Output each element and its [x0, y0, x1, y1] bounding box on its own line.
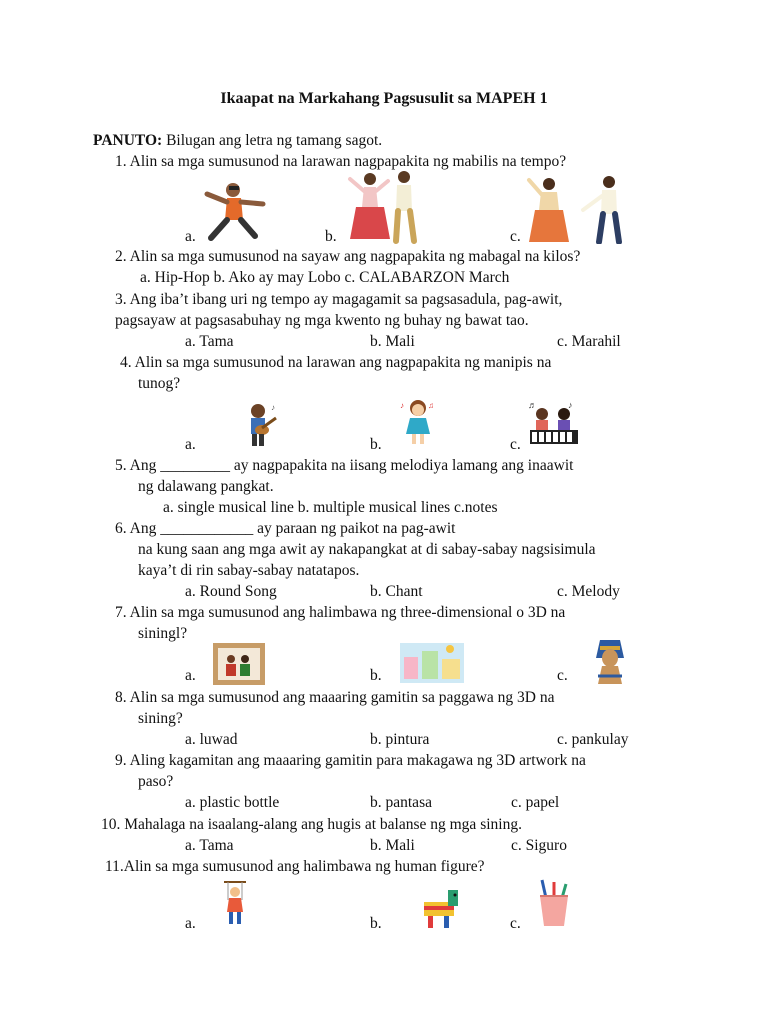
instruction-text: Bilugan ang letra ng tamang sagot. [162, 132, 383, 149]
svg-text:♫: ♫ [428, 401, 434, 410]
dancers-pair-image [340, 167, 430, 250]
question-2: 2. Alin sa mga sumusunod na sayaw ang nagpapakita ng mabagal na kilos? [115, 248, 581, 265]
question-4-line2: tunog? [138, 375, 181, 392]
q3-option-b[interactable]: b. Mali [370, 333, 415, 350]
dancer-fast-image [197, 172, 269, 249]
question-8-line1: 8. Alin sa mga sumusunod ang maaaring gamitin sa paggawa ng 3D na [115, 689, 555, 706]
puppet-image [220, 880, 250, 933]
drawing-image [400, 643, 464, 688]
q6-option-b[interactable]: b. Chant [370, 583, 423, 600]
question-4-line1: 4. Alin sa mga sumusunod na larawan ang nagpapakita ng manipis na [120, 354, 552, 371]
q11-option-a[interactable]: a. [185, 915, 196, 932]
question-5-line2: ng dalawang pangkat. [138, 478, 274, 495]
girl-singing-image [400, 398, 436, 451]
svg-text:♪: ♪ [400, 401, 404, 410]
page-title: Ikaapat na Markahang Pagsusulit sa MAPEH 1 [220, 90, 548, 107]
q5-options[interactable]: a. single musical line b. multiple musical lines c.notes [163, 499, 498, 516]
q11-option-c[interactable]: c. [510, 915, 521, 932]
q7-option-c[interactable]: c. [557, 667, 568, 684]
q10-option-a[interactable]: a. Tama [185, 837, 234, 854]
question-10: 10. Mahalaga na isaalang-alang ang hugis at balanse ng mga sining. [101, 816, 522, 833]
question-1: 1. Alin sa mga sumusunod na larawan nagpapakita ng mabilis na tempo? [115, 153, 567, 170]
question-7-line1: 7. Alin sa mga sumusunod ang halimbawa ng three-dimensional o 3D na [115, 604, 566, 621]
q9-option-c[interactable]: c. papel [511, 794, 560, 811]
question-9-line2: paso? [138, 773, 174, 790]
q9-option-a[interactable]: a. plastic bottle [185, 794, 280, 811]
pinata-image [420, 886, 464, 937]
question-3-line2: pagsayaw at pagsasabuhay ng mga kwento ng buhay ng bawat tao. [115, 312, 529, 329]
question-5-line1: 5. Ang _________ ay nagpapakita na iisang melodiya lamang ang inaawit [115, 457, 574, 474]
q2-options[interactable]: a. Hip-Hop b. Ako ay may Lobo c. CALABARZON March [140, 269, 510, 286]
q1-option-a[interactable]: a. [185, 228, 196, 245]
q3-option-c[interactable]: c. Marahil [557, 333, 621, 350]
bust-sculpture-image [588, 636, 632, 691]
q11-option-b[interactable]: b. [370, 915, 382, 932]
question-6-line3: kaya’t di rin sabay-sabay natatapos. [138, 562, 360, 579]
q7-option-a[interactable]: a. [185, 667, 196, 684]
q3-option-a[interactable]: a. Tama [185, 333, 234, 350]
q4-option-c[interactable]: c. [510, 436, 521, 453]
framed-photo-image [213, 643, 265, 690]
q1-option-b[interactable]: b. [325, 228, 337, 245]
dancers-slow-image [523, 172, 633, 249]
q6-option-c[interactable]: c. Melody [557, 583, 620, 600]
question-9-line1: 9. Aling kagamitan ang maaaring gamitin para makagawa ng 3D artwork na [115, 752, 586, 769]
q10-option-c[interactable]: c. Siguro [511, 837, 567, 854]
kids-piano-image [528, 400, 580, 453]
instruction [93, 131, 382, 151]
question-6-line1: 6. Ang ____________ ay paraan ng paikot na pag-awit [115, 520, 456, 537]
instruction-label: PANUTO: [93, 132, 163, 149]
q7-option-b[interactable]: b. [370, 667, 382, 684]
svg-text:♬: ♬ [528, 400, 537, 410]
question-11: 11.Alin sa mga sumusunod ang halimbawa ng human figure? [105, 858, 485, 875]
q6-option-a[interactable]: a. Round Song [185, 583, 277, 600]
svg-text:♪: ♪ [568, 400, 573, 410]
question-8-line2: sining? [138, 710, 183, 727]
question-3-line1: 3. Ang iba’t ibang uri ng tempo ay magagamit sa pagsasadula, pag-awit, [115, 291, 563, 308]
pencil-holder-image [536, 878, 572, 933]
q1-option-c[interactable]: c. [510, 228, 521, 245]
q8-option-b[interactable]: b. pintura [370, 731, 430, 748]
q4-option-a[interactable]: a. [185, 436, 196, 453]
q9-option-b[interactable]: b. pantasa [370, 794, 432, 811]
q10-option-b[interactable]: b. Mali [370, 837, 415, 854]
boy-guitar-image [240, 402, 280, 453]
q4-option-b[interactable]: b. [370, 436, 382, 453]
question-6-line2: na kung saan ang mga awit ay nakapangkat at di sabay-sabay nagsisimula [138, 541, 596, 558]
q8-option-a[interactable]: a. luwad [185, 731, 238, 748]
q8-option-c[interactable]: c. pankulay [557, 731, 629, 748]
svg-text:♪: ♪ [271, 403, 275, 412]
question-7-line2: siningl? [138, 625, 188, 642]
